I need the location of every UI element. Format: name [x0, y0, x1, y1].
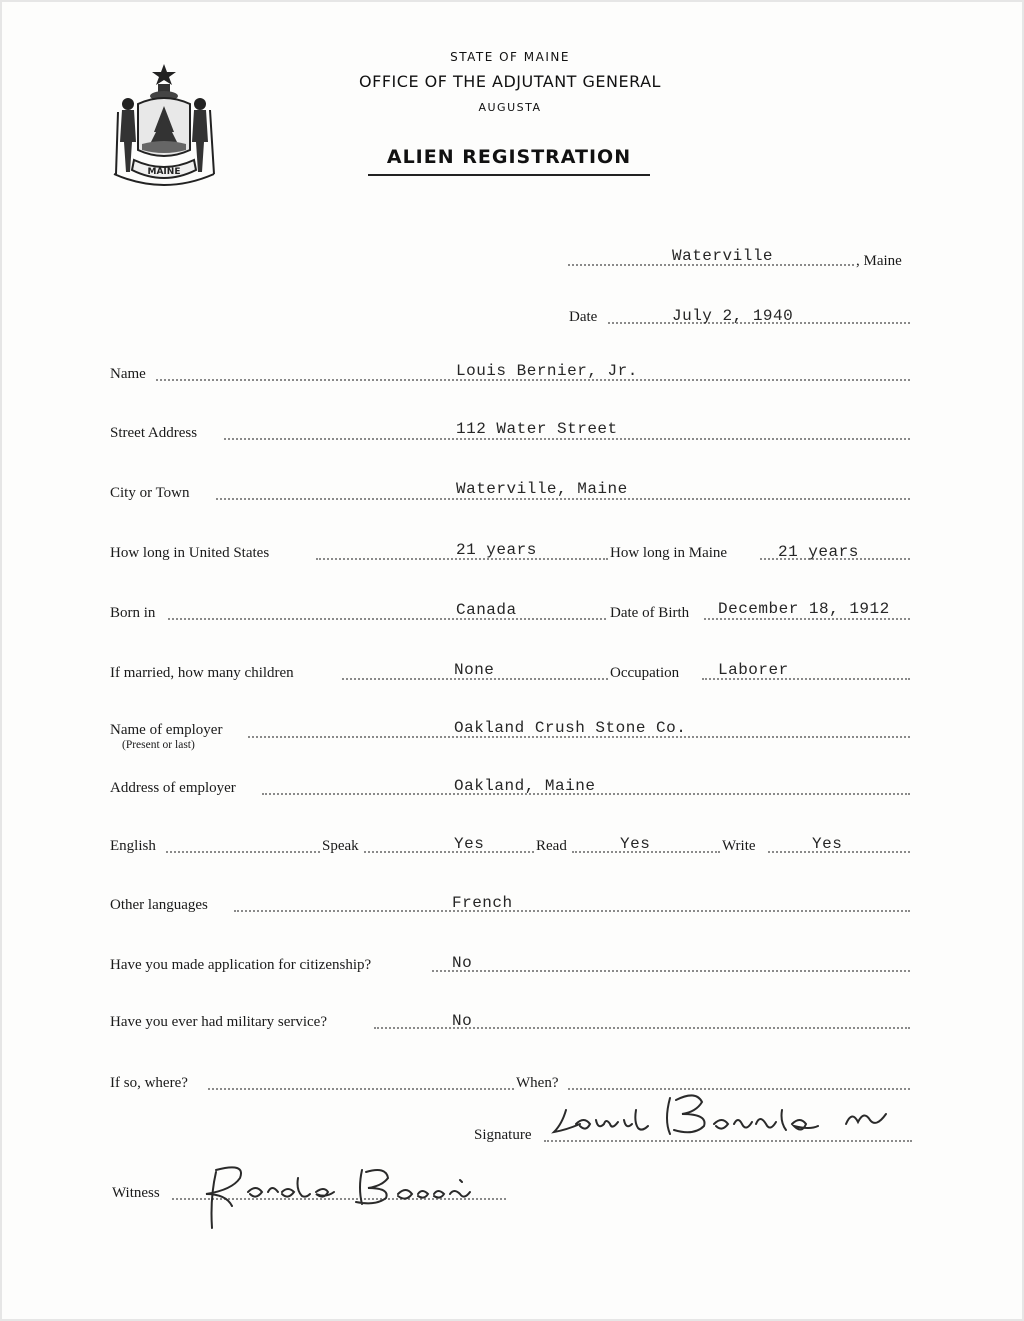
how-long-maine-label: How long in Maine	[610, 545, 728, 561]
dob-label: Date of Birth	[610, 605, 690, 621]
employer-value: Oakland Crush Stone Co.	[454, 719, 687, 737]
write-label: Write	[722, 838, 756, 854]
place-suffix: , Maine	[856, 253, 902, 269]
citizenship-label: Have you made application for citizenship?	[110, 957, 372, 973]
date-value: July 2, 1940	[672, 307, 794, 325]
dob-value: December 18, 1912	[718, 600, 890, 618]
name-value: Louis Bernier, Jr.	[456, 362, 638, 380]
born-in-value: Canada	[456, 601, 517, 619]
english-line	[166, 851, 320, 853]
maine-seal-icon	[108, 62, 220, 192]
other-languages-line	[234, 910, 910, 912]
how-long-us-label: How long in United States	[110, 545, 270, 561]
military-value: No	[452, 1012, 473, 1030]
signature-label: Signature	[474, 1127, 532, 1143]
date-label: Date	[569, 309, 598, 325]
write-value: Yes	[812, 835, 843, 853]
children-label: If married, how many children	[110, 665, 294, 681]
witness-label: Witness	[112, 1185, 160, 1201]
citizenship-line	[432, 970, 910, 972]
where-line	[208, 1088, 514, 1090]
title-underline	[368, 174, 650, 176]
city-line	[216, 498, 910, 500]
other-languages-value: French	[452, 894, 513, 912]
how-long-us-value: 21 years	[456, 541, 537, 559]
occupation-value: Laborer	[718, 661, 789, 679]
employer-address-value: Oakland, Maine	[454, 777, 596, 795]
seal-label: MAINE	[147, 167, 181, 177]
speak-line	[364, 851, 534, 853]
read-label: Read	[536, 838, 567, 854]
applicant-signature-icon	[546, 1080, 906, 1144]
employer-sublabel: (Present or last)	[122, 739, 195, 751]
where-label: If so, where?	[110, 1075, 188, 1091]
citizenship-value: No	[452, 954, 473, 972]
born-in-label: Born in	[110, 605, 156, 621]
header-office: OFFICE OF THE ADJUTANT GENERAL	[359, 72, 661, 91]
other-languages-label: Other languages	[110, 897, 208, 913]
occupation-label: Occupation	[610, 665, 680, 681]
children-value: None	[454, 661, 495, 679]
street-address-line	[224, 438, 910, 440]
form-title: ALIEN REGISTRATION	[386, 146, 632, 168]
read-value: Yes	[620, 835, 651, 853]
street-address-value: 112 Water Street	[456, 420, 618, 438]
employer-label: Name of employer	[110, 722, 223, 738]
employer-address-label: Address of employer	[110, 780, 236, 796]
witness-signature-icon	[176, 1158, 486, 1234]
name-label: Name	[110, 366, 146, 382]
place-value: Waterville	[672, 247, 774, 265]
dob-line	[704, 618, 910, 620]
header-state: STATE OF MAINE	[450, 50, 570, 64]
city-label: City or Town	[110, 485, 190, 501]
military-label: Have you ever had military service?	[110, 1014, 327, 1030]
header-city: AUGUSTA	[478, 101, 542, 114]
when-label: When?	[516, 1075, 559, 1091]
english-label: English	[110, 838, 156, 854]
born-in-line	[168, 618, 606, 620]
speak-label: Speak	[322, 838, 359, 854]
city-value: Waterville, Maine	[456, 480, 628, 498]
speak-value: Yes	[454, 835, 485, 853]
how-long-maine-value: 21 years	[778, 543, 859, 561]
street-address-label: Street Address	[110, 425, 198, 441]
